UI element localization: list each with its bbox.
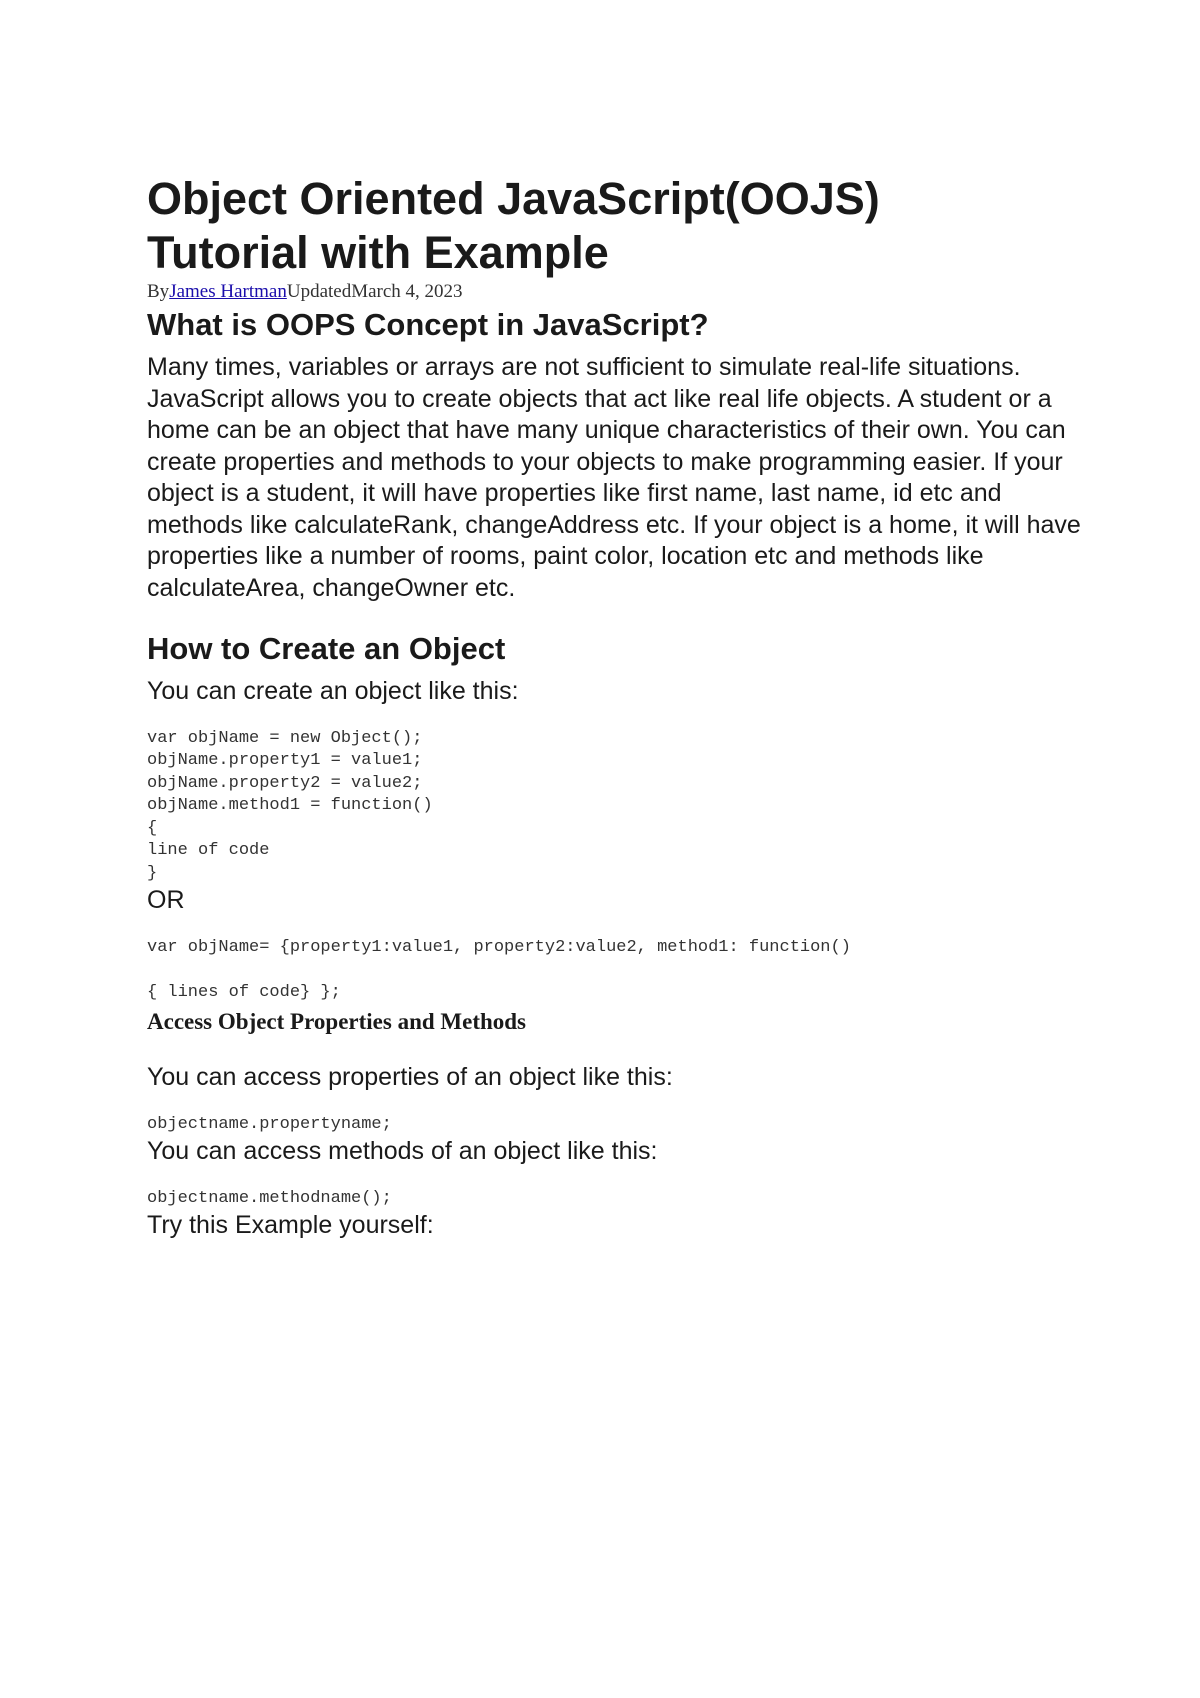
or-text: OR bbox=[147, 886, 185, 914]
oops-paragraph: Many times, variables or arrays are not sufficient to simulate real-life situations. JavaScript allows you to create objects that act like real life objects. A student or a home can be an object that have many unique characteristics of their own. You can create properties and methods to your objects to make programming easier. If your object is a student, it will have properties like first name, last name, id etc and methods like calculateRank, changeAddress etc. If your object is a home, it will have properties like a number of rooms, paint color, location etc and methods like calculateArea, changeOwner etc. bbox=[147, 353, 1081, 602]
section-heading-oops: What is OOPS Concept in JavaScript? bbox=[147, 307, 709, 342]
byline-date: March 4, 2023 bbox=[351, 281, 463, 302]
byline-updated: Updated bbox=[286, 281, 352, 302]
code-block-property-access: objectname.propertyname; bbox=[147, 1114, 392, 1134]
article-title bbox=[147, 172, 1097, 280]
create-object-intro: You can create an object like this: bbox=[147, 677, 519, 705]
code-block-literal-line2: { lines of code} }; bbox=[147, 982, 341, 1002]
title-line-1: Object Oriented JavaScript(OOJS) bbox=[147, 173, 880, 224]
section-heading-access: Access Object Properties and Methods bbox=[147, 1009, 527, 1034]
byline-by: By bbox=[147, 281, 170, 302]
byline bbox=[147, 280, 1097, 304]
access-methods-intro: You can access methods of an object like this: bbox=[147, 1137, 658, 1165]
author-link[interactable]: James Hartman bbox=[169, 281, 287, 302]
section-heading-create-object: How to Create an Object bbox=[147, 631, 506, 666]
code-block-method-access: objectname.methodname(); bbox=[147, 1188, 392, 1208]
access-properties-intro: You can access properties of an object like this: bbox=[147, 1063, 673, 1091]
code-block-literal-line1: var objName= {property1:value1, property2:value2, method1: function() bbox=[147, 938, 851, 957]
article bbox=[147, 172, 1097, 1242]
try-example-text: Try this Example yourself: bbox=[147, 1211, 434, 1239]
code-block-new-object: var objName = new Object(); objName.property1 = value1; objName.property2 = value2; objName.method1 = function() { line of code } bbox=[147, 728, 433, 883]
title-line-2: Tutorial with Example bbox=[147, 227, 609, 278]
